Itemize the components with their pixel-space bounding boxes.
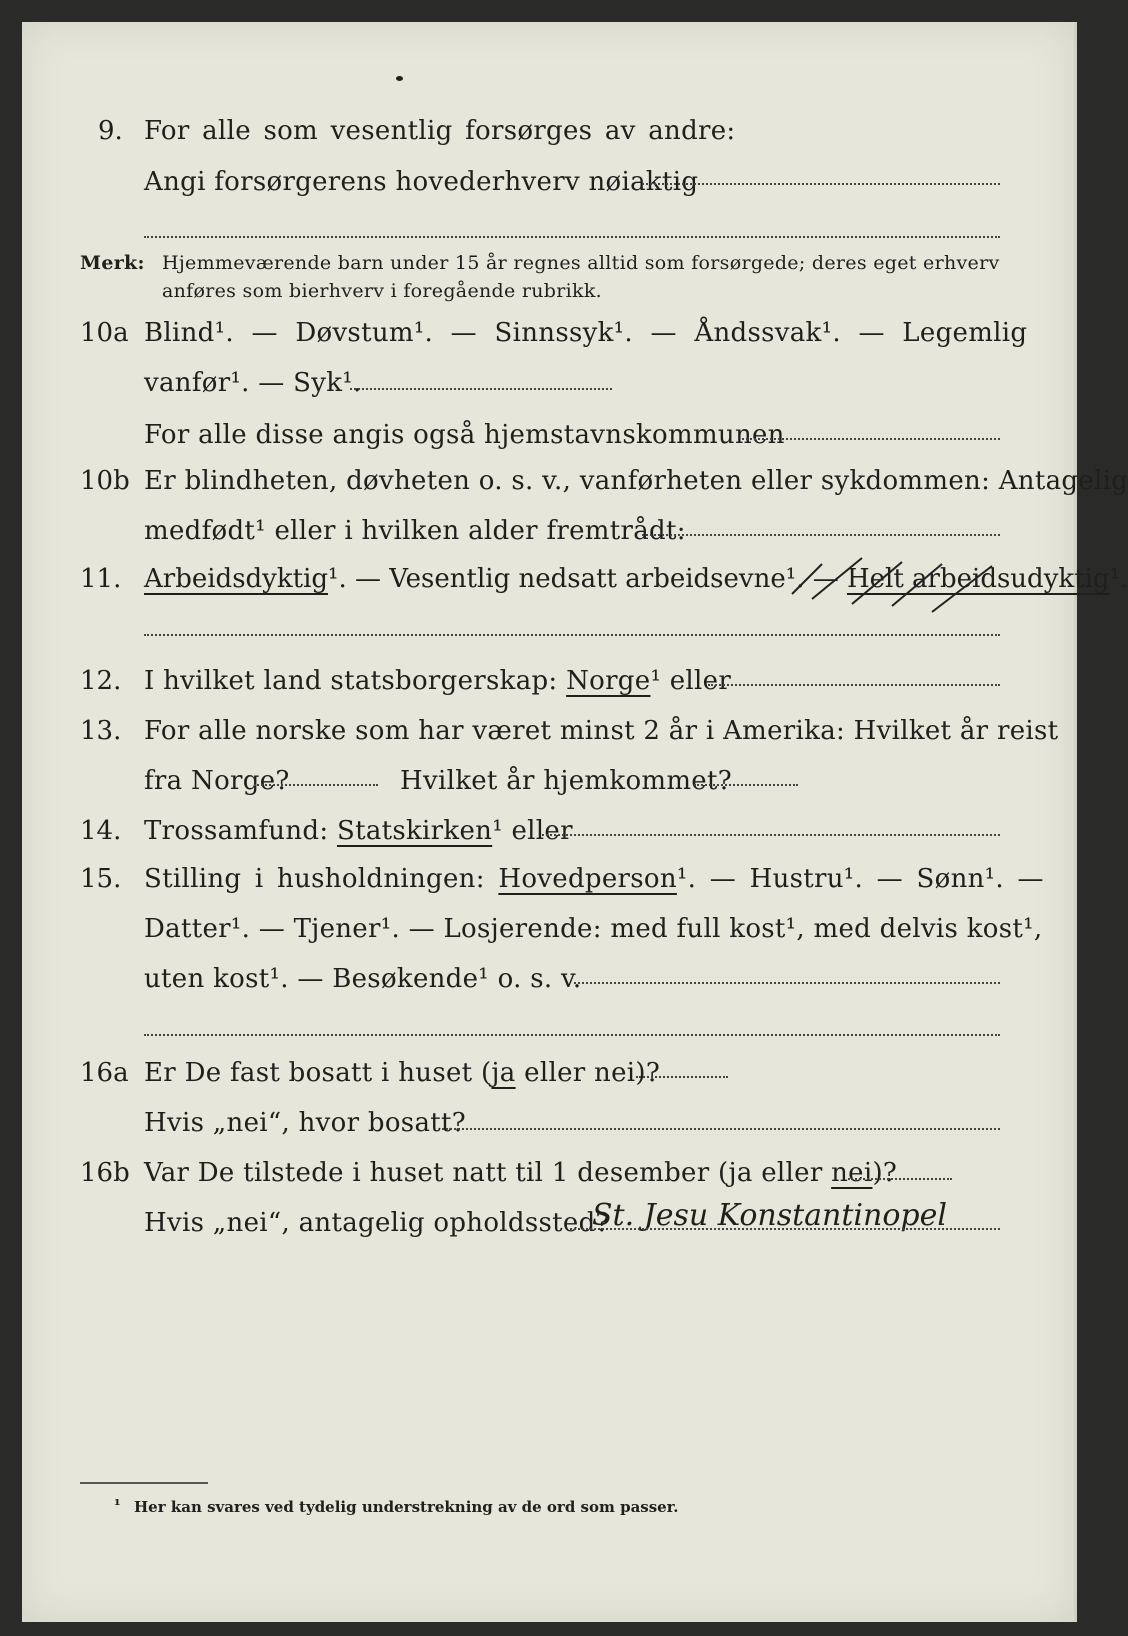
q11-strikethrough-scribble <box>782 554 1022 614</box>
merk-label: Merk: <box>80 252 145 274</box>
q13-hjemkommet-question: Hvilket år hjemkommet? <box>400 766 732 796</box>
q13-line-1: For alle norske som har været minst 2 år i Amerika: Hvilket år reist <box>144 716 1059 746</box>
q15-question: Stilling i husholdningen: <box>144 864 499 894</box>
q11-text-middle: ¹. — Vesentlig nedsatt arbeidsevne¹. — <box>328 564 847 594</box>
q11-option-arbeidsdyktig[interactable]: Arbeidsdyktig <box>144 564 329 594</box>
q10a-line-2: vanfør¹. — Syk¹. <box>144 368 362 398</box>
q16a-line-1 <box>144 1058 660 1088</box>
q9-answer-line-2[interactable] <box>144 236 1000 238</box>
q12-line <box>144 666 731 696</box>
q16b-question-end: )? <box>872 1158 898 1188</box>
census-form-page <box>22 22 1128 1622</box>
q16b-question: Var De tilstede i huset natt til 1 desember (ja eller <box>144 1158 832 1188</box>
q15-line-1 <box>144 864 1044 894</box>
q10a-line-3: For alle disse angis også hjemstavnskommunen <box>144 420 785 450</box>
q14-question: Trossamfund: <box>144 816 337 846</box>
q10a-answer-line-1[interactable] <box>350 388 612 390</box>
q15-line-3: uten kost¹. — Besøkende¹ o. s. v. <box>144 964 582 994</box>
q13-reist-answer-line[interactable] <box>254 784 378 786</box>
ink-dot <box>396 76 403 81</box>
q11-text-end: ¹. <box>1109 564 1128 594</box>
q10a-answer-line-2[interactable] <box>742 438 1000 440</box>
q11-number: 11. <box>80 564 122 594</box>
q16a-number: 16a <box>80 1058 129 1088</box>
footnote-rule <box>80 1482 208 1484</box>
q16a-option-ja[interactable]: ja <box>491 1058 516 1088</box>
q9-number: 9. <box>98 116 123 146</box>
q12-option-norge[interactable]: Norge <box>566 666 651 696</box>
q14-line <box>144 816 573 846</box>
q16a-question-end: eller nei)? <box>515 1058 661 1088</box>
q15-number: 15. <box>80 864 122 894</box>
merk-note-line-2: anføres som bierhverv i foregående rubrikk. <box>162 280 602 302</box>
q10b-number: 10b <box>80 466 130 496</box>
q16b-handwritten-answer: St. Jesu Konstantinopel <box>592 1198 947 1233</box>
q16b-answer-line[interactable] <box>848 1178 952 1180</box>
q14-option-statskirken[interactable]: Statskirken <box>336 816 493 846</box>
q15-line-2: Datter¹. — Tjener¹. — Losjerende: med full kost¹, med delvis kost¹, <box>144 914 1043 944</box>
q10a-number: 10a <box>80 318 129 348</box>
q10b-line-1: Er blindheten, døvheten o. s. v., vanførheten eller sykdommen: Antagelig <box>144 466 1128 496</box>
q12-question: I hvilket land statsborgerskap: <box>144 666 567 696</box>
q10a-line-1: Blind¹. — Døvstum¹. — Sinnssyk¹. — Åndssvak¹. — Legemlig <box>144 318 1028 348</box>
q16b-line-1 <box>144 1158 897 1188</box>
q12-number: 12. <box>80 666 122 696</box>
q15-options-rest: ¹. — Hustru¹. — Sønn¹. — <box>676 864 1044 894</box>
q16b-opholdssted-answer-line[interactable] <box>570 1228 1000 1230</box>
q15-option-hovedperson[interactable]: Hovedperson <box>498 864 677 894</box>
footnote-mark: ¹ <box>114 1496 121 1514</box>
q12-answer-line[interactable] <box>708 684 1000 686</box>
merk-note-line-1: Hjemmeværende barn under 15 år regnes alltid som forsørgede; deres eget erhverv <box>162 252 1000 274</box>
q13-number: 13. <box>80 716 122 746</box>
q9-question: For alle som vesentlig forsørges av andre: <box>144 116 736 146</box>
q13-hjemkommet-answer-line[interactable] <box>694 784 798 786</box>
q14-text-eller: ¹ eller <box>492 816 573 846</box>
q13-reist-question: fra Norge? <box>144 766 290 796</box>
q16a-bosatt-answer-line[interactable] <box>442 1128 1000 1130</box>
q11-answer-line[interactable] <box>144 634 1000 636</box>
q9-answer-line-1[interactable] <box>642 183 1000 185</box>
q15-answer-line-2[interactable] <box>144 1034 1000 1036</box>
q16a-line-2: Hvis „nei“, hvor bosatt? <box>144 1108 466 1138</box>
q16a-question: Er De fast bosatt i huset ( <box>144 1058 492 1088</box>
q16a-answer-line[interactable] <box>636 1076 728 1078</box>
q11-option-helt-arbeidsudyktig[interactable]: Helt arbeidsudyktig <box>846 564 1110 594</box>
q16b-number: 16b <box>80 1158 130 1188</box>
q10b-answer-line[interactable] <box>642 534 1000 536</box>
q12-text-eller: ¹ eller <box>650 666 732 696</box>
q15-answer-line-1[interactable] <box>574 982 1000 984</box>
q16b-line-2: Hvis „nei“, antagelig opholdssted? <box>144 1208 610 1238</box>
q9-subquestion <box>144 167 698 197</box>
q10b-line-2: medfødt¹ eller i hvilken alder fremtrådt: <box>144 516 686 546</box>
q16b-option-nei[interactable]: nei <box>831 1158 873 1188</box>
footnote-text: Her kan svares ved tydelig understrekning av de ord som passer. <box>134 1498 679 1516</box>
q14-number: 14. <box>80 816 122 846</box>
q14-answer-line[interactable] <box>542 834 1000 836</box>
q9-subquestion-text: Angi forsørgerens hovederhverv nøiaktig <box>144 167 699 197</box>
